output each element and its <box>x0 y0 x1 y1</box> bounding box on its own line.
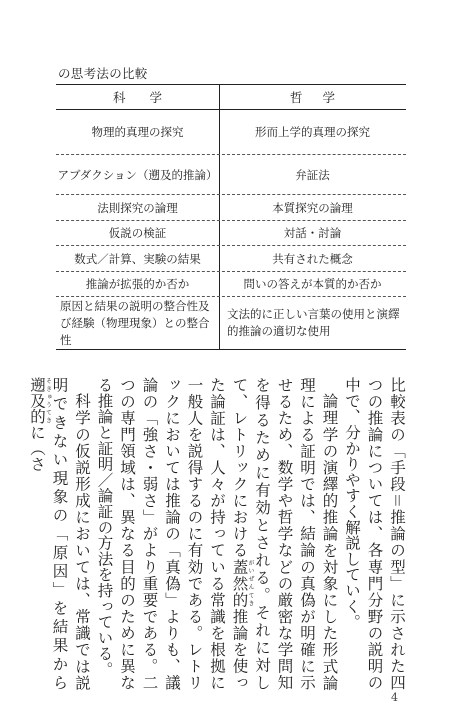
science-cell: 物理的真理の探究 <box>91 125 184 139</box>
table-caption: の思考法の比較 <box>58 66 148 81</box>
science-cell: 数式／計算、実験の結果 <box>74 251 201 266</box>
table-row <box>56 110 406 155</box>
science-cell: 法則探究の論理 <box>97 200 178 215</box>
table-row <box>56 246 406 272</box>
philosophy-cell: 弁証法 <box>295 167 330 182</box>
table-header-row <box>56 85 406 110</box>
table-row <box>56 297 406 349</box>
science-cell: 推論が拡張的か否か <box>85 277 190 291</box>
philosophy-cell: 問いの答えが本質的か否か <box>243 277 382 291</box>
paragraph-2: 論理学の演繹的推論を対象にした形式論理による証明では、結論の真偽が明確に示せるため、数学や哲学などの厳密な学問知を得るために有効とされる。それに対して、レトリックにおける蓋然的がいぜんてき推論を使った論証は、人々が持っている常識を根拠に一般人を説得するのに有効である。レトリックにおいては推論の「真偽」よりも、議論の「強さ・弱さ」がより重要である。二つの専門領域は、異なる目的のために異なる推論と証明／論証の方法を持っている。 <box>95 377 339 690</box>
table-row <box>56 195 406 221</box>
science-cell: アブダクション（遡及的推論） <box>57 167 218 182</box>
table-row <box>56 155 406 195</box>
body-text <box>28 377 408 690</box>
philosophy-cell: 共有された概念 <box>272 251 353 266</box>
table-row <box>56 221 406 246</box>
table-row <box>56 272 406 297</box>
paragraph-3: 科学の仮説形成においては、常識では説明できない現象の「原因」を結果から遡及的そきゅうてきに（さ <box>28 377 91 690</box>
paragraph-1: 比較表の「手段＝推論の型」に示された四つの推論については、各専門分野の説明の中で、分かりやすく解説していく。 <box>343 377 406 690</box>
science-cell: 原因と結果の説明の整合性及び経験（物理現象）との整合性 <box>60 298 210 347</box>
philosophy-cell: 本質探究の論理 <box>272 200 353 215</box>
ruby-sokyuteki: 遡及的そきゅうてき <box>28 377 52 425</box>
header-science: 科学 <box>112 90 186 105</box>
philosophy-cell: 対話・討論 <box>283 226 342 240</box>
comparison-table <box>56 84 406 350</box>
header-philosophy: 哲学 <box>289 90 355 105</box>
philosophy-cell: 文法的に正しい言葉の使用と演繹的推論の適切な使用 <box>227 307 400 338</box>
science-cell: 仮説の検証 <box>108 226 167 240</box>
ruby-gaizenteki: 蓋然的がいぜんてき <box>230 558 254 609</box>
page-number: 4 <box>391 691 398 704</box>
philosophy-cell: 形而上学的真理の探究 <box>255 125 370 139</box>
